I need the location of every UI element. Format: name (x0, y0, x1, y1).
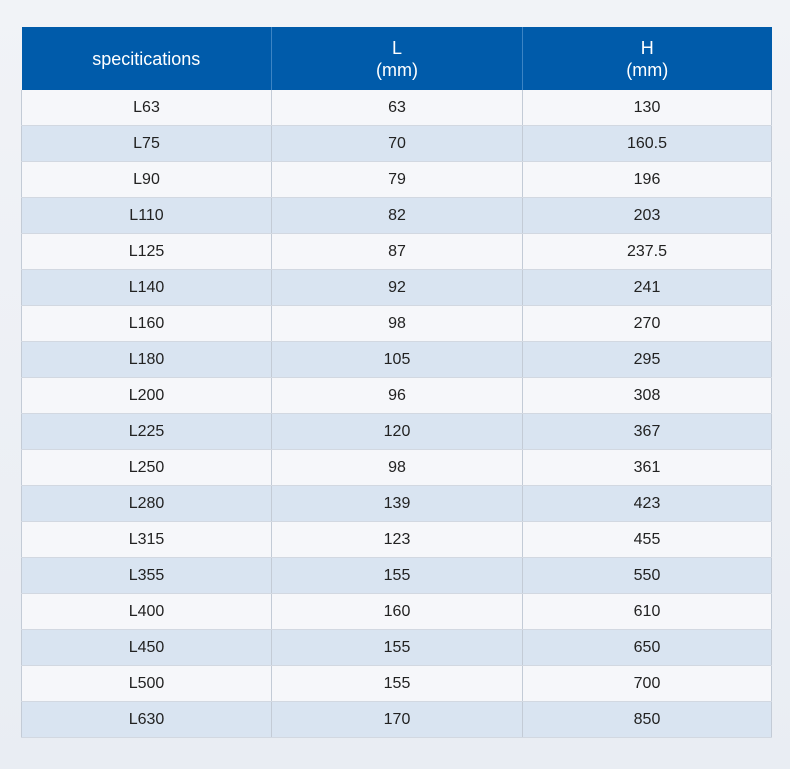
length-cell: 82 (272, 198, 523, 234)
spec-cell: L250 (22, 450, 272, 486)
length-cell: 92 (272, 270, 523, 306)
height-cell: 700 (523, 666, 772, 702)
length-cell: 170 (272, 702, 523, 738)
header-row (22, 27, 772, 90)
height-cell: 650 (523, 630, 772, 666)
header-length (272, 27, 523, 90)
table-row (22, 162, 772, 198)
table-header (22, 27, 772, 90)
table-row (22, 198, 772, 234)
table-row (22, 414, 772, 450)
header-label: L (391, 37, 402, 58)
height-cell: 237.5 (523, 234, 772, 270)
spec-cell: L75 (22, 126, 272, 162)
header-height (523, 27, 772, 90)
table-body (22, 90, 772, 738)
spec-cell: L110 (22, 198, 272, 234)
header-specifications (22, 27, 272, 90)
table-row (22, 666, 772, 702)
height-cell: 423 (523, 486, 772, 522)
length-cell: 87 (272, 234, 523, 270)
table-row (22, 702, 772, 738)
height-cell: 361 (523, 450, 772, 486)
spec-cell: L355 (22, 558, 272, 594)
length-cell: 123 (272, 522, 523, 558)
length-cell: 160 (272, 594, 523, 630)
spec-cell: L450 (22, 630, 272, 666)
height-cell: 241 (523, 270, 772, 306)
header-label: specitications (92, 48, 201, 69)
length-cell: 155 (272, 666, 523, 702)
header-unit: (mm) (626, 59, 669, 80)
length-cell: 79 (272, 162, 523, 198)
table-row (22, 594, 772, 630)
height-cell: 550 (523, 558, 772, 594)
spec-cell: L400 (22, 594, 272, 630)
table-row (22, 234, 772, 270)
length-cell: 139 (272, 486, 523, 522)
spec-cell: L315 (22, 522, 272, 558)
spec-cell: L63 (22, 90, 272, 126)
length-cell: 105 (272, 342, 523, 378)
spec-cell: L630 (22, 702, 272, 738)
spec-table (21, 27, 772, 738)
height-cell: 196 (523, 162, 772, 198)
spec-cell: L90 (22, 162, 272, 198)
height-cell: 367 (523, 414, 772, 450)
table-row (22, 270, 772, 306)
length-cell: 98 (272, 306, 523, 342)
spec-cell: L225 (22, 414, 272, 450)
length-cell: 120 (272, 414, 523, 450)
table-row (22, 90, 772, 126)
table-row (22, 486, 772, 522)
length-cell: 155 (272, 630, 523, 666)
table-row (22, 378, 772, 414)
header-label: H (640, 37, 654, 58)
spec-cell: L125 (22, 234, 272, 270)
height-cell: 130 (523, 90, 772, 126)
height-cell: 610 (523, 594, 772, 630)
table-row (22, 630, 772, 666)
table-row (22, 558, 772, 594)
height-cell: 270 (523, 306, 772, 342)
length-cell: 98 (272, 450, 523, 486)
table-row (22, 126, 772, 162)
spec-cell: L500 (22, 666, 272, 702)
height-cell: 455 (523, 522, 772, 558)
height-cell: 295 (523, 342, 772, 378)
header-unit: (mm) (376, 59, 418, 80)
height-cell: 160.5 (523, 126, 772, 162)
table-row (22, 306, 772, 342)
table-row (22, 450, 772, 486)
height-cell: 308 (523, 378, 772, 414)
length-cell: 96 (272, 378, 523, 414)
spec-cell: L140 (22, 270, 272, 306)
table-row (22, 342, 772, 378)
length-cell: 70 (272, 126, 523, 162)
length-cell: 63 (272, 90, 523, 126)
height-cell: 203 (523, 198, 772, 234)
spec-table-container (21, 27, 771, 738)
table-row (22, 522, 772, 558)
length-cell: 155 (272, 558, 523, 594)
spec-cell: L280 (22, 486, 272, 522)
spec-cell: L200 (22, 378, 272, 414)
spec-cell: L160 (22, 306, 272, 342)
spec-cell: L180 (22, 342, 272, 378)
height-cell: 850 (523, 702, 772, 738)
